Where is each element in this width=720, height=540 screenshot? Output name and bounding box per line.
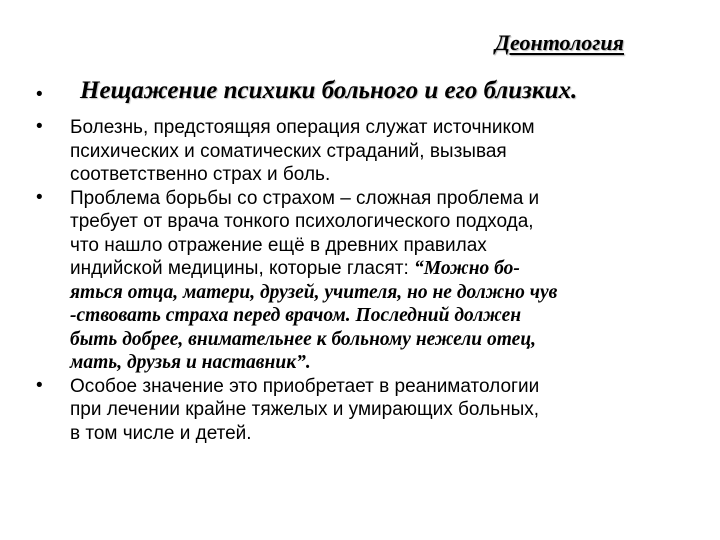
bullet-illness-text [70, 116, 686, 187]
text-line: что нашло отражение ещё в древних правилах [70, 234, 487, 256]
text-line: Особое значение это приобретает в реаниматологии [70, 375, 540, 397]
bullet-fear-problem-text [70, 187, 686, 375]
bullet-heading [36, 72, 686, 110]
text-line: психических и соматических страданий, вызывая [70, 140, 507, 162]
bullet-illness [36, 116, 686, 187]
bullet-fear-problem [36, 187, 686, 375]
quote-text: “Можно бо- [414, 258, 520, 279]
quote-line: быть добрее, внимательнее к больному нежели отец, [70, 328, 537, 350]
lead-in-text: индийской медицины, которые гласят: [70, 258, 415, 279]
text-line [70, 257, 686, 281]
text-line: соответственно страх и боль. [70, 164, 331, 185]
quote-line: мать, друзья и наставник”. [70, 352, 311, 373]
text-line: при лечении крайне тяжелых и умирающих больных, [70, 399, 539, 420]
bullet-icon: • [36, 116, 43, 137]
heading-text: Нещажение психики больного и его близких. [80, 77, 578, 104]
text-line: в том числе и детей. [70, 422, 252, 444]
text-line: требует от врача тонкого психологического подхода, [70, 211, 534, 232]
bullet-icon: • [36, 374, 43, 396]
bullet-icon: • [36, 186, 43, 208]
bullet-list [36, 72, 686, 445]
bullet-reanimatology-text [70, 375, 686, 446]
text-line: Болезнь, предстоящяя операция служат источником [70, 117, 535, 138]
quote-line: -ствовать страха перед врачом. Последний должен [70, 305, 522, 326]
bullet-icon: • [36, 84, 43, 105]
quote-line: яться отца, матери, друзей, учителя, но не должно чув [70, 281, 558, 303]
bullet-reanimatology [36, 375, 686, 446]
text-line: Проблема борьбы со страхом – сложная проблема и [70, 187, 540, 209]
slide-title: Деонтология [495, 30, 624, 55]
